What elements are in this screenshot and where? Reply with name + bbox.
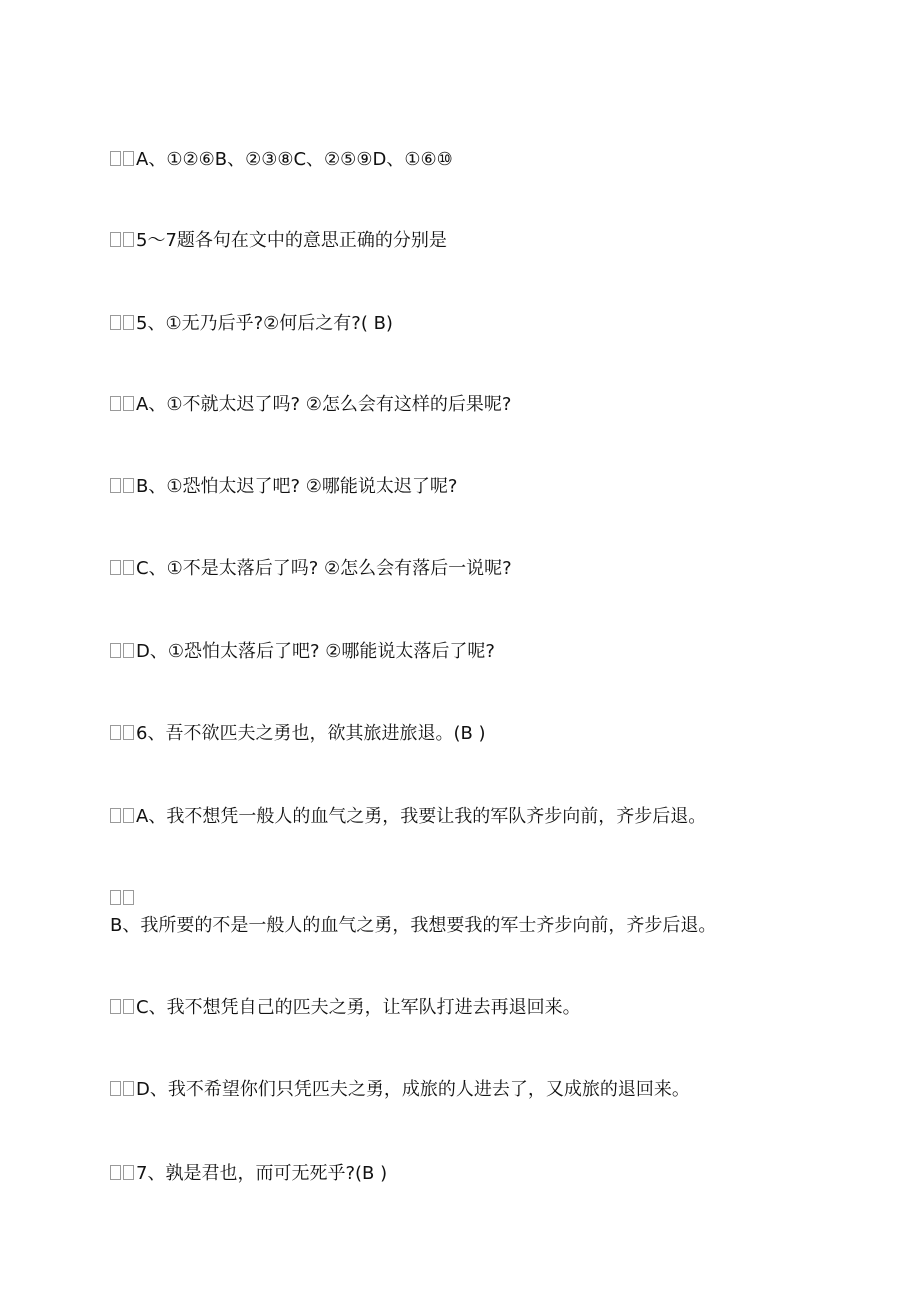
missing-glyph-icon bbox=[110, 805, 136, 829]
option-text: C、我不想凭自己的匹夫之勇，让军队打进去再退回来。 bbox=[136, 997, 581, 1018]
option-text: A、我不想凭一般人的血气之勇，我要让我的军队齐步向前，齐步后退。 bbox=[136, 806, 707, 827]
option-text: C、①不是太落后了吗? ②怎么会有落后一说呢? bbox=[136, 558, 512, 579]
question-line bbox=[110, 722, 486, 746]
missing-glyph-icon bbox=[110, 640, 136, 664]
option-text: D、我不希望你们只凭匹夫之勇，成旅的人进去了，又成旅的退回来。 bbox=[136, 1079, 690, 1100]
option-text: A、①不就太迟了吗? ②怎么会有这样的后果呢? bbox=[136, 394, 512, 415]
missing-glyph-icon bbox=[110, 312, 136, 336]
option-text: B、我所要的不是一般人的血气之勇，我想要我的军士齐步向前，齐步后退。 bbox=[110, 915, 717, 936]
question-text: 5、①无乃后乎?②何后之有?( B) bbox=[136, 313, 393, 334]
missing-glyph-line bbox=[110, 887, 136, 911]
question-text: 7、孰是君也，而可无死乎?(B ) bbox=[136, 1163, 388, 1184]
missing-glyph-icon bbox=[110, 393, 136, 417]
missing-glyph-icon bbox=[110, 148, 136, 172]
missing-glyph-icon bbox=[110, 557, 136, 581]
option-line bbox=[110, 996, 581, 1020]
question-line bbox=[110, 1162, 387, 1186]
option-line bbox=[110, 914, 716, 938]
missing-glyph-icon bbox=[110, 475, 136, 499]
question-text: 6、吾不欲匹夫之勇也，欲其旅进旅退。(B ) bbox=[136, 723, 486, 744]
missing-glyph-icon bbox=[110, 887, 136, 911]
missing-glyph-icon bbox=[110, 1162, 136, 1186]
option-line bbox=[110, 148, 453, 172]
missing-glyph-icon bbox=[110, 1078, 136, 1102]
missing-glyph-icon bbox=[110, 996, 136, 1020]
option-text: A、①②⑥B、②③⑧C、②⑤⑨D、①⑥⑩ bbox=[136, 149, 453, 170]
option-text: B、①恐怕太迟了吧? ②哪能说太迟了呢? bbox=[136, 476, 458, 497]
option-line bbox=[110, 557, 512, 581]
option-line bbox=[110, 640, 495, 664]
instruction-text: 5～7题各句在文中的意思正确的分别是 bbox=[136, 230, 447, 251]
option-line bbox=[110, 393, 511, 417]
option-line bbox=[110, 475, 457, 499]
option-line bbox=[110, 805, 706, 829]
option-line bbox=[110, 1078, 690, 1102]
question-line bbox=[110, 312, 393, 336]
missing-glyph-icon bbox=[110, 722, 136, 746]
missing-glyph-icon bbox=[110, 229, 136, 253]
option-text: D、①恐怕太落后了吧? ②哪能说太落后了呢? bbox=[136, 641, 495, 662]
instruction-line bbox=[110, 229, 447, 253]
